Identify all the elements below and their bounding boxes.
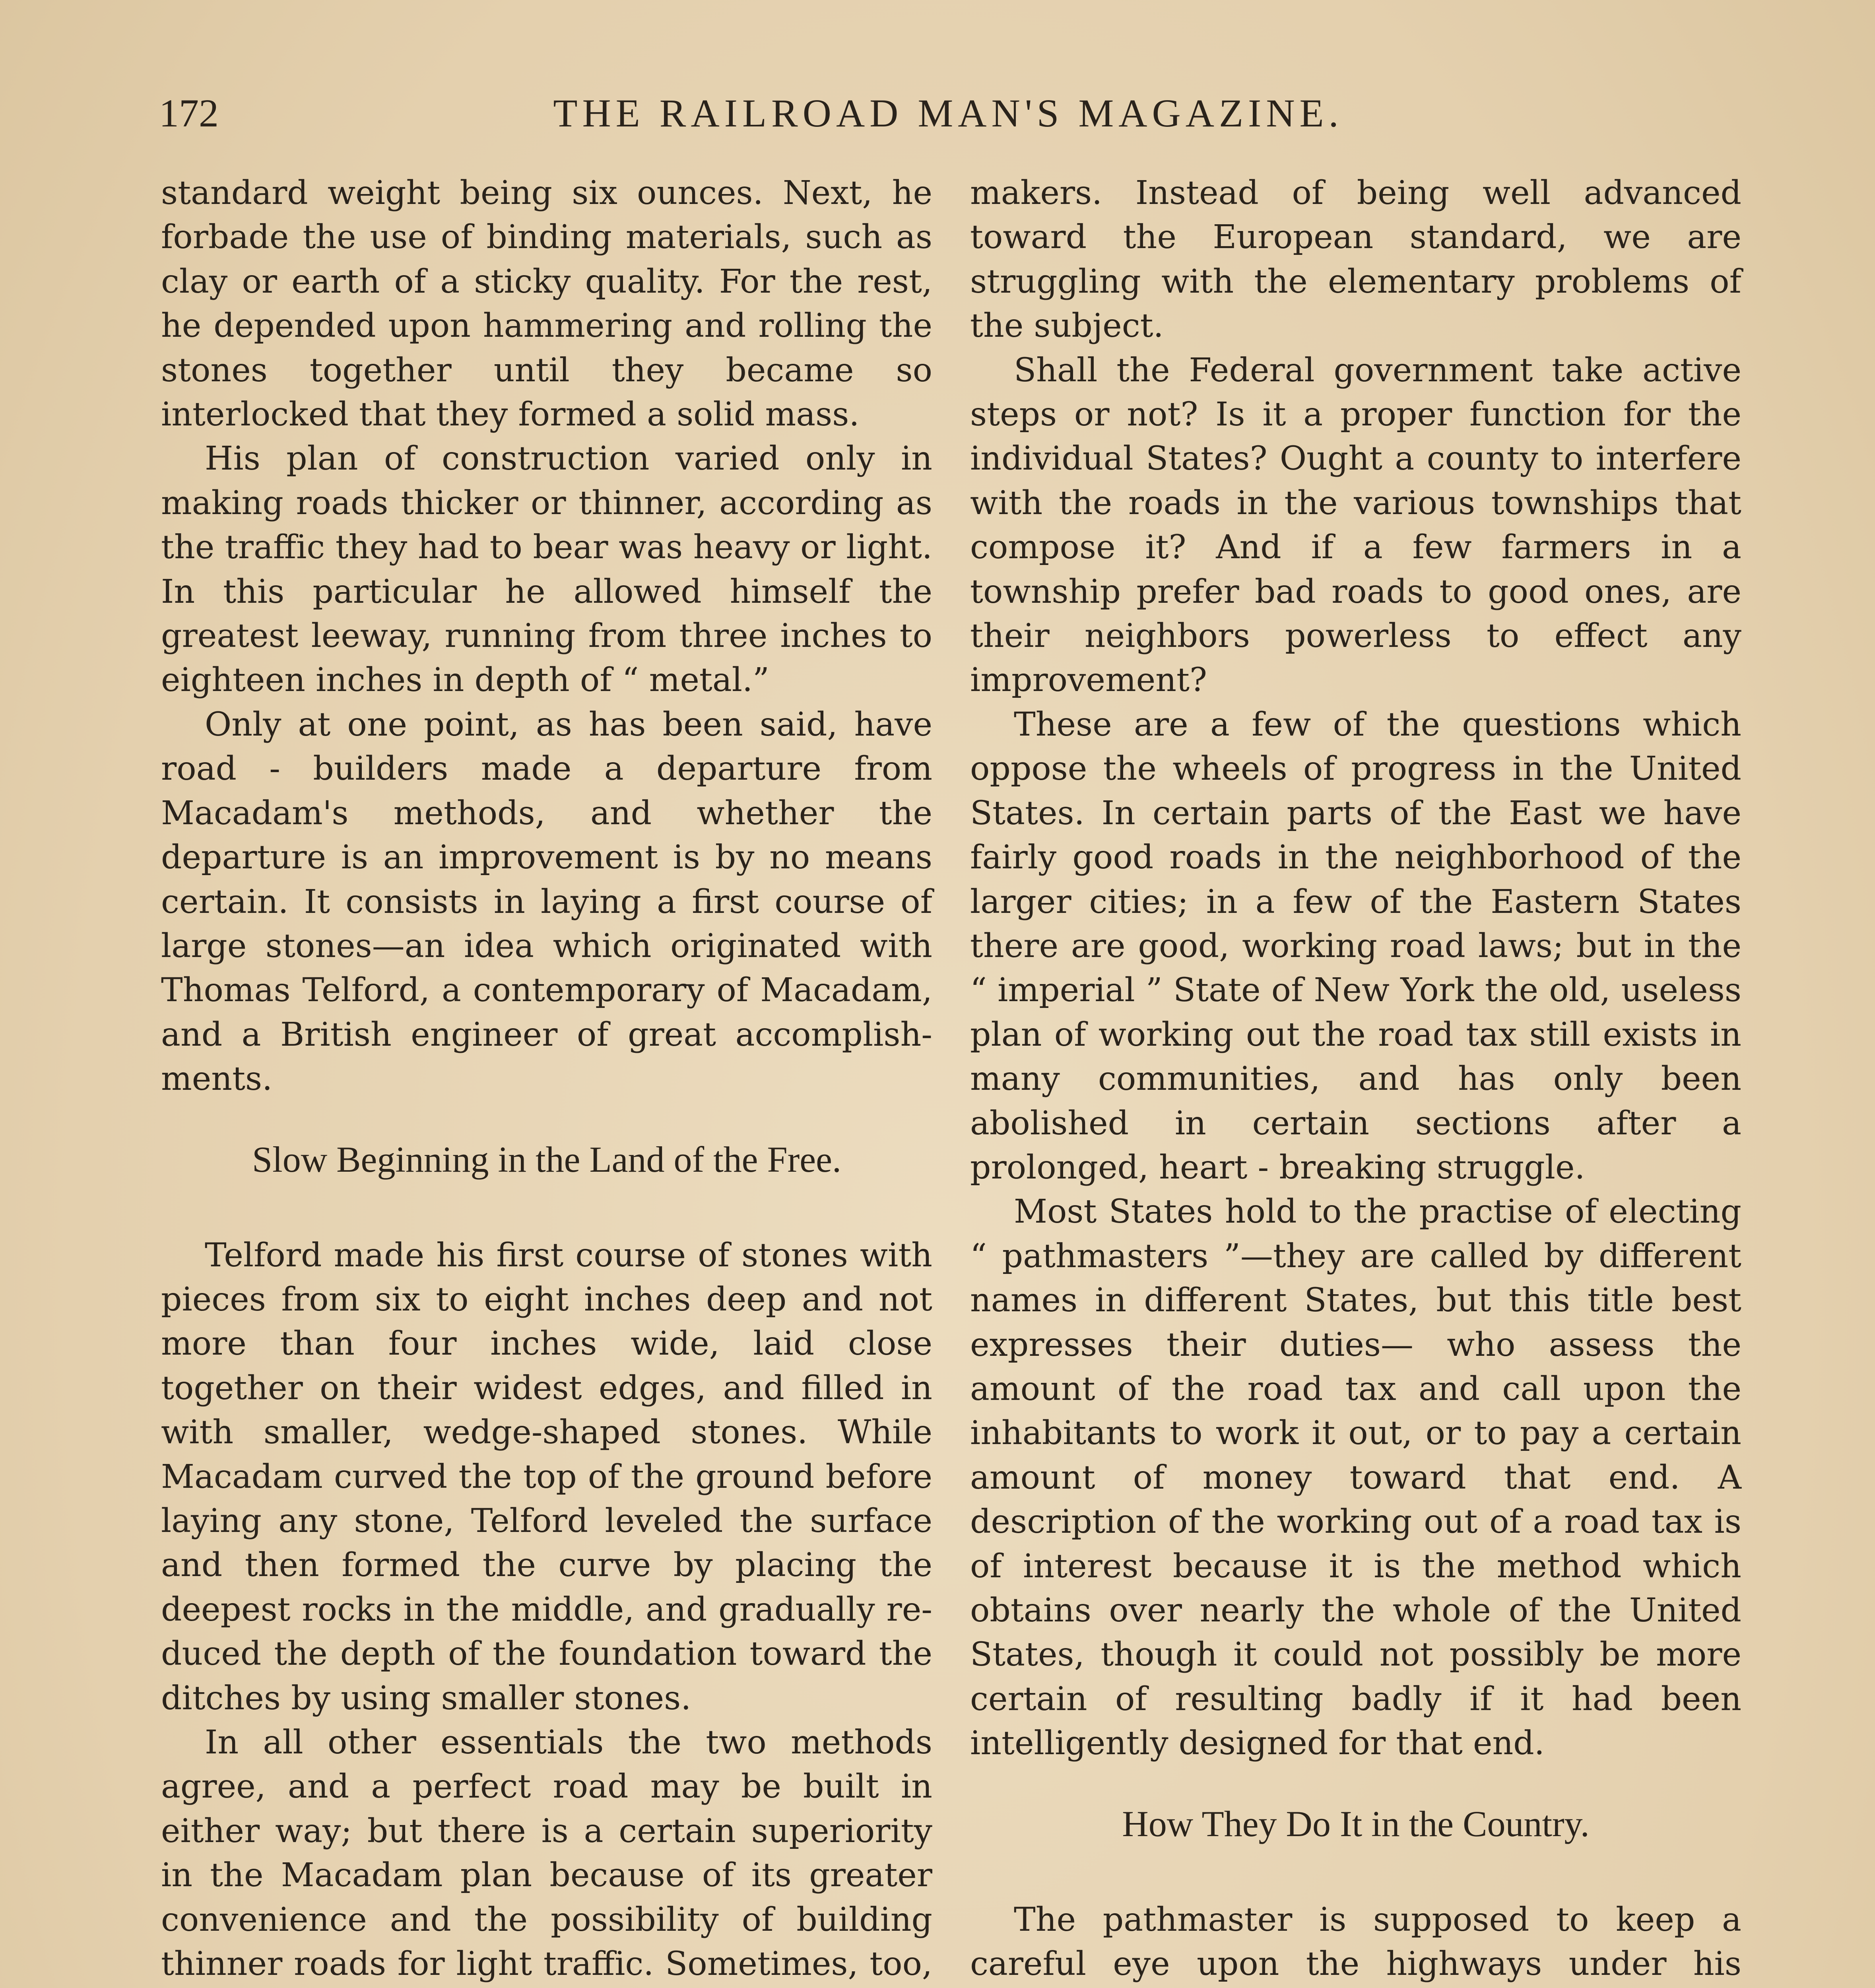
running-title: THE RAILROAD MAN'S MAGAZINE. [553, 91, 1343, 135]
paragraph: Telford made his first course of stones with pieces from six to eight inches deep and not more than four inches wide, laid close together on their widest edges, and filled in with smaller, wedge-shaped stones. While Macadam curved the top of the ground before laying any stone, Telford leveled the surface and then formed the curve by placing the deepest rocks in the middle, and gradually reduced the depth of the foundation toward the ditches by using smaller stones. [161, 1236, 932, 1717]
paragraph: Only at one point, as has been said, have road - builders made a departure from Macadam's methods, and whether the departure is an improvement is by no means certain. It consists in laying a first course of large stones—an idea which originated with Thomas Telford, a contemporary of Macadam, and a British engineer of great accomplishments. [161, 705, 932, 1098]
paragraph: The pathmaster is supposed to keep a careful eye upon the highways under his [970, 1901, 1741, 1983]
paragraph: These are a few of the questions which oppose the wheels of progress in the United States. In certain parts of the East we have fairly good roads in the neighborhood of the larger cities; in a few of the Eastern States there are good, working road laws; but in the “ imperial ” State of New York the old, useless plan of working out the road tax still exists in many communities, and has only been abolished in certain sections after a prolonged, heart - breaking struggle. [970, 705, 1741, 1186]
left-column [161, 171, 932, 1988]
right-column [970, 171, 1741, 1988]
page-header [159, 82, 1737, 145]
paragraph: His plan of construction varied only in making roads thicker or thinner, according as the traffic they had to bear was heavy or light. In this particular he allowed himself the greatest leeway, running from three inches to eighteen inches in depth of “ metal.” [161, 440, 932, 699]
section-heading: How They Do It in the Country. [1122, 1803, 1590, 1844]
paragraph: standard weight being six ounces. Next, he forbade the use of binding materials, such as clay or earth of a sticky quality. For the rest, he depended upon hammering and rolling the stones together until they became so interlocked that they formed a solid mass. [161, 174, 932, 434]
page-number: 172 [159, 91, 219, 135]
paragraph: In all other essentials the two methods agree, and a perfect road may be built in either way; but there is a certain superiority in the Macadam plan because of its greater convenience and the possibility of building thinner roads for light traffic. Sometimes, too, [161, 1724, 932, 1983]
paragraph: makers. Instead of being well advanced toward the European standard, we are struggling with the elementary problems of the subject. [970, 174, 1741, 345]
paragraph: Most States hold to the practise of electing “ pathmasters ”—they are called by different names in different States, but this title best expresses their duties— who assess the amount of the road tax and call upon the inhabitants to work it out, or to pay a certain amount of money toward that end. A description of the working out of a road tax is of interest because it is the method which obtains over nearly the whole of the United States, though it could not possibly be more certain of resulting badly if it had been intelligently designed for that end. [970, 1193, 1741, 1763]
paragraph: Shall the Federal government take active steps or not? Is it a proper function for the individual States? Ought a county to interfere with the roads in the various townships that compose it? And if a few farmers in a township prefer bad roads to good ones, are their neighbors powerless to effect any improvement? [970, 351, 1741, 699]
section-heading: Slow Beginning in the Land of the Free. [252, 1139, 841, 1180]
